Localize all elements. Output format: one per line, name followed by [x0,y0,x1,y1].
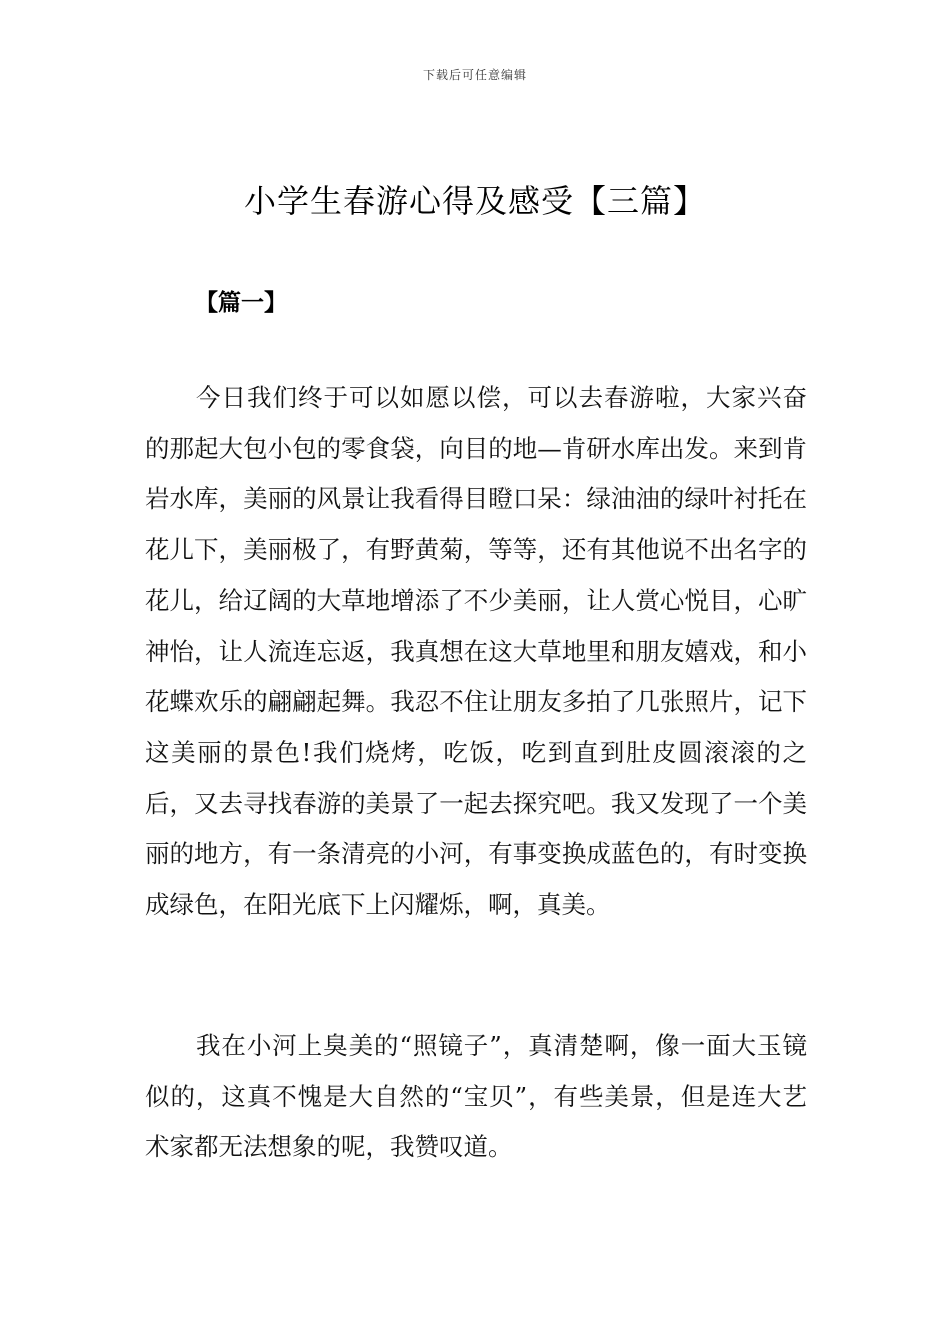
header-note: 下载后可任意编辑 [422,68,527,82]
body-paragraph: 我在小河上臭美的“照镜子”，真清楚啊，像一面大玉镜似的，这真不愧是大自然的“宝贝”，有些美景，但是连大艺术家都无法想象的呢，我赞叹道。 [145,1031,807,1162]
body-paragraph: 今日我们终于可以如愿以偿，可以去春游啦，大家兴奋的那起大包小包的零食袋，向目的地—肯研水库出发。来到肯岩水库，美丽的风景让我看得目瞪口呆：绿油油的绿叶衬托在花儿下，美丽极了，有野黄菊，等等，还有其他说不出名字的花儿，给辽阔的大草地增添了不少美丽，让人赏心悦目，心旷神怡，让人流连忘返，我真想在这大草地里和朋友嬉戏，和小花蝶欢乐的翩翩起舞。我忍不住让朋友多拍了几张照片，记下这美丽的景色!我们烧烤，吃饭，吃到直到肚皮圆滚滚的之后，又去寻找春游的美景了一起去探究吧。我又发现了一个美丽的地方，有一条清亮的小河，有事变换成蓝色的，有时变换成绿色，在阳光底下上闪耀烁，啊，真美。 [145,383,807,920]
section-heading: 【篇一】 [195,290,287,316]
document-title: 小学生春游心得及感受【三篇】 [243,182,706,220]
